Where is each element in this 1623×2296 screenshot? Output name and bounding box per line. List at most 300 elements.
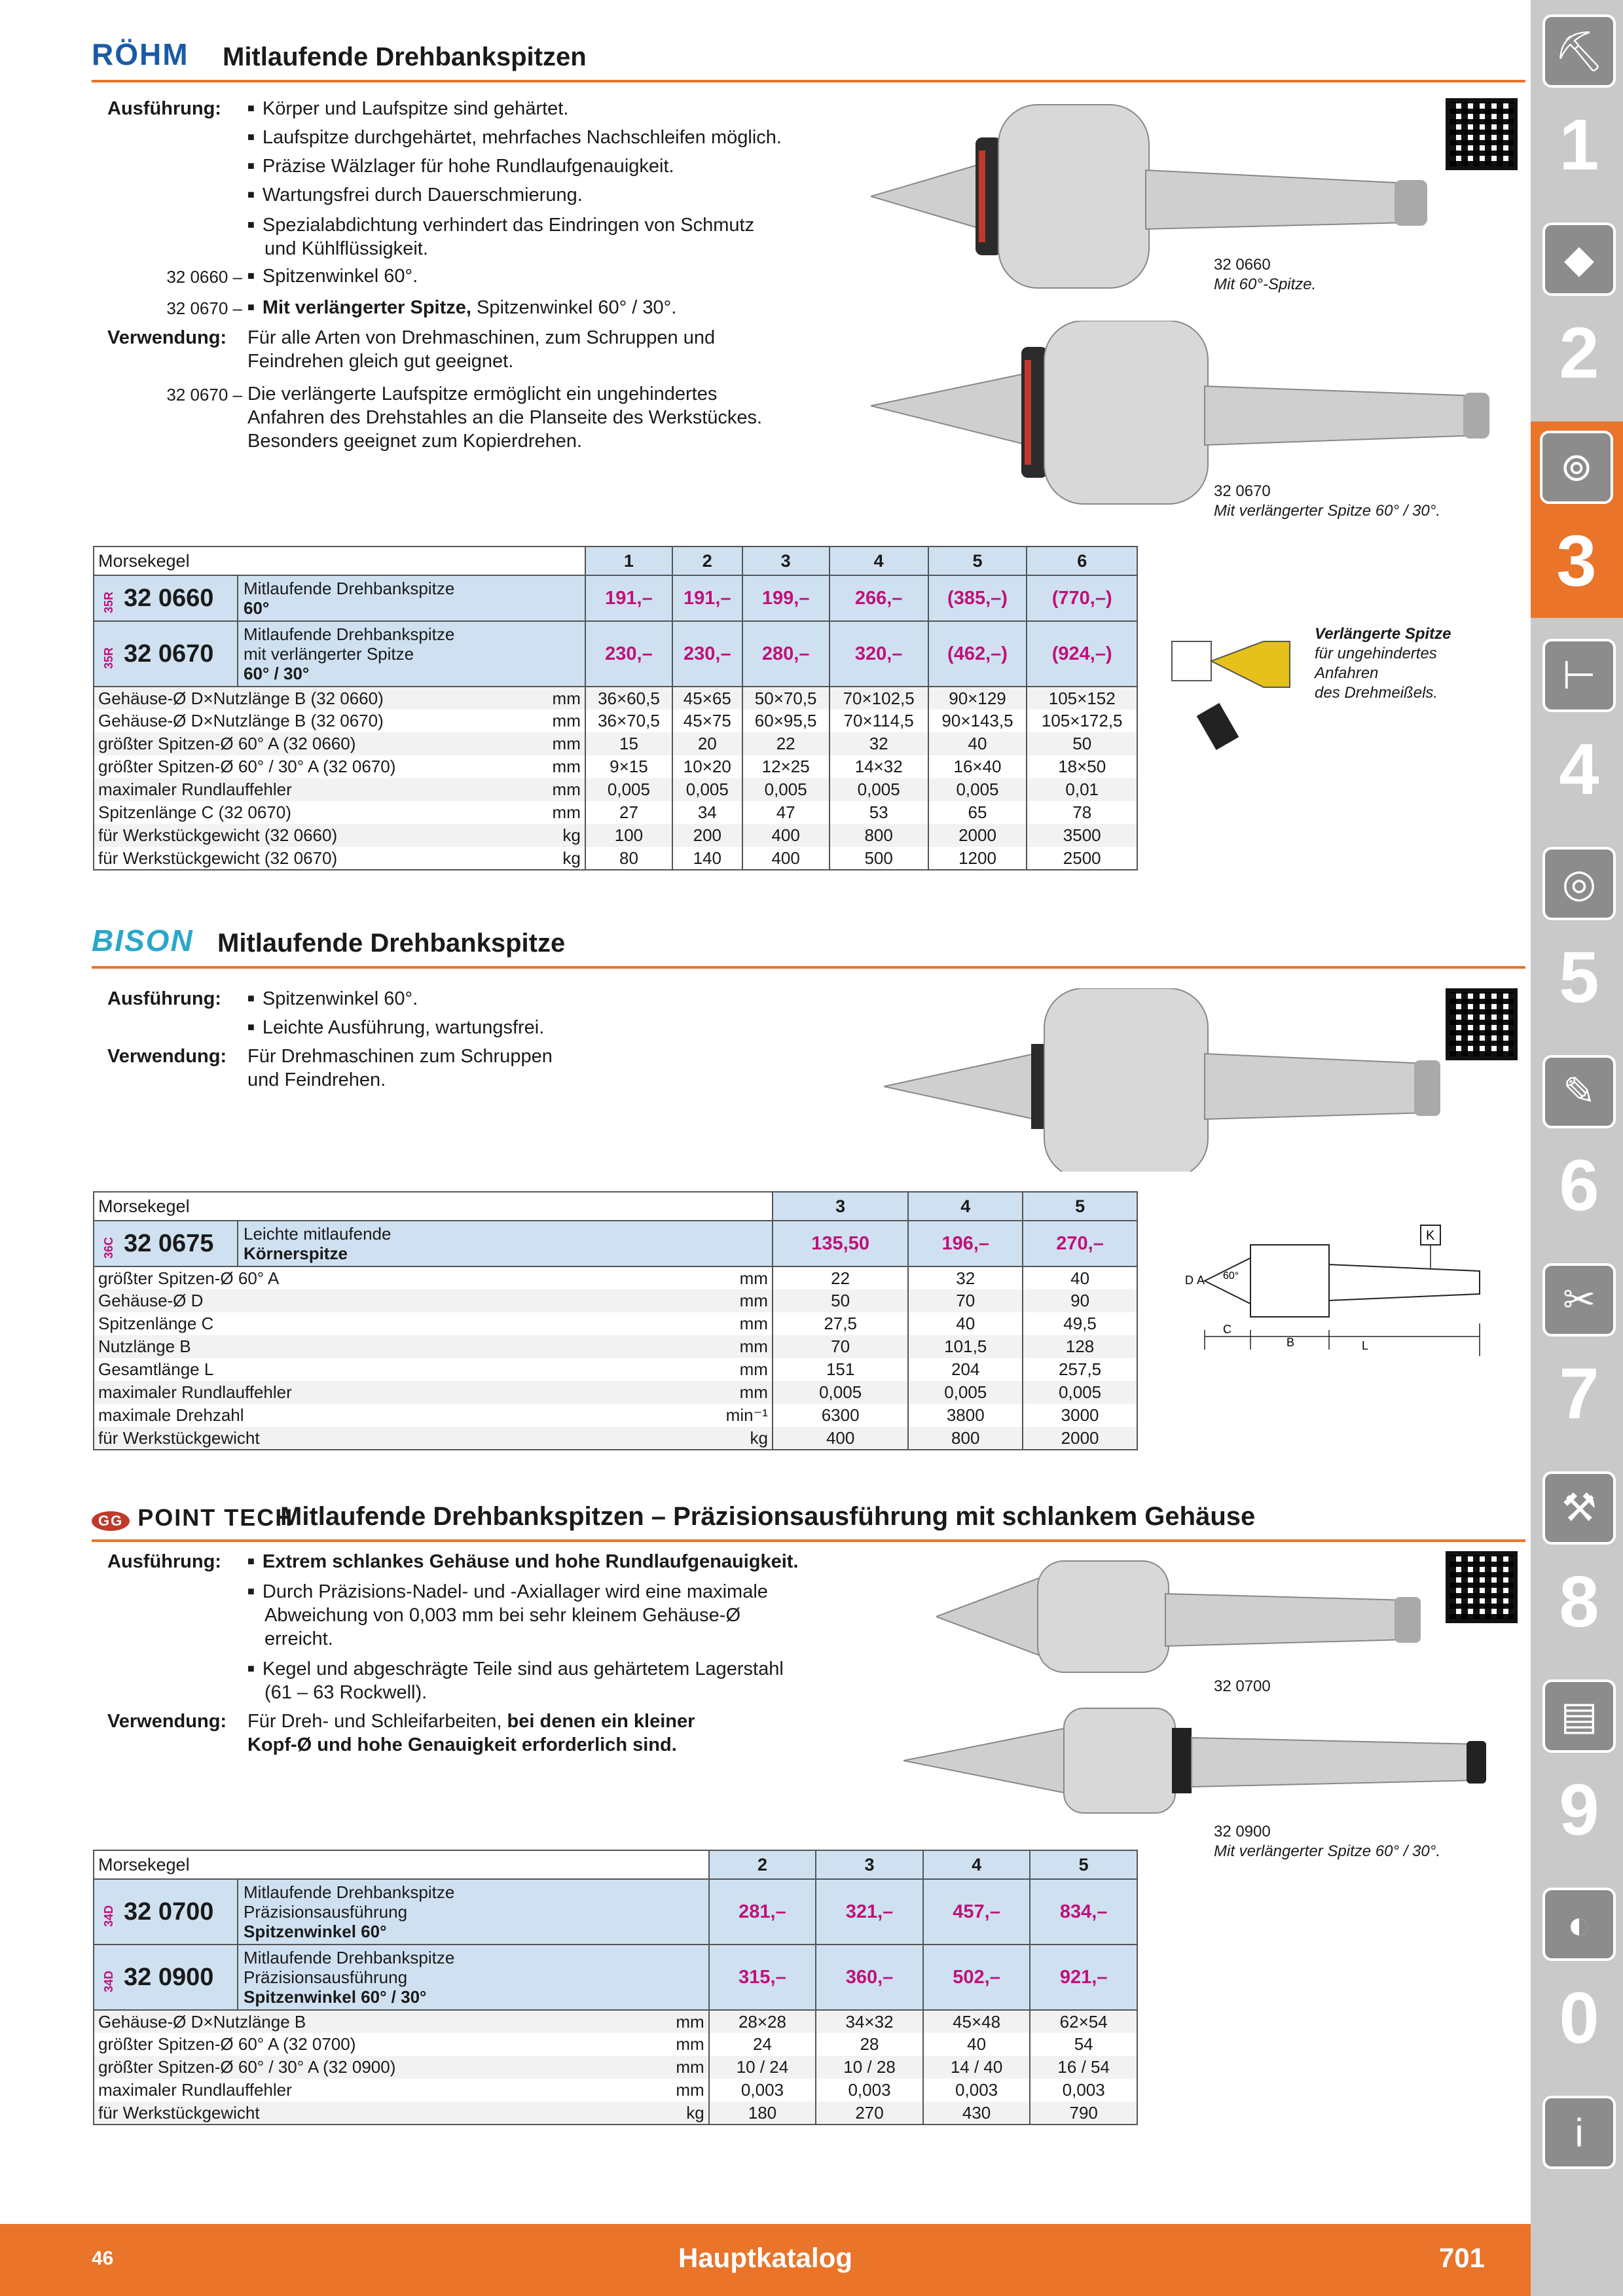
spec-value: 50 — [773, 1289, 908, 1312]
spec-value: 800 — [830, 824, 928, 847]
article-number: 32 0900 — [124, 1963, 214, 1991]
chapter-number: 1 — [1559, 105, 1599, 185]
cabinet-icon: ▤ — [1542, 1679, 1616, 1753]
description-line: mit verlängerter Spitze — [244, 644, 414, 664]
spec-row — [94, 755, 1137, 778]
stock-tag: 35R — [102, 591, 116, 613]
spec-row — [94, 1335, 1137, 1358]
spec-value: 0,005 — [908, 1381, 1023, 1404]
spec-value: 105×172,5 — [1027, 709, 1137, 732]
product-description — [238, 575, 585, 621]
drawing-label-k: K — [1426, 1229, 1435, 1243]
spec-value: 10×20 — [672, 755, 742, 778]
spec-row — [94, 801, 1137, 824]
spec-value: 2500 — [1027, 847, 1137, 870]
safety-icon: ◐ — [1542, 1888, 1616, 1961]
spec-value: 22 — [773, 1266, 908, 1289]
spec-unit: mm — [714, 1381, 773, 1404]
spec-name: Spitzenlänge C — [94, 1312, 714, 1335]
verwendung-text: Für Drehmaschinen zum Schruppen — [247, 1046, 553, 1067]
price-cell: 281,– — [709, 1879, 816, 1945]
qr-code[interactable] — [1446, 1551, 1518, 1623]
spec-value: 18×50 — [1027, 755, 1137, 778]
spec-value: 50×70,5 — [742, 687, 830, 709]
spec-value: 36×70,5 — [585, 709, 672, 732]
chapter-number: 8 — [1559, 1562, 1599, 1642]
spec-value: 36×60,5 — [585, 687, 672, 709]
caption-article: 32 0700 — [1214, 1677, 1271, 1695]
spec-value: 70 — [908, 1289, 1023, 1312]
spec-value: 6300 — [773, 1404, 908, 1427]
spec-value: 32 — [830, 732, 928, 755]
spec-value: 0,003 — [923, 2079, 1030, 2102]
product-row — [94, 1879, 1137, 1945]
product-description — [238, 1221, 773, 1266]
feature-bullet: ■ Körper und Laufspitze sind gehärtet. — [247, 97, 568, 122]
verwendung-text: und Feindrehen. — [247, 1069, 386, 1090]
spec-name: für Werkstückgewicht — [94, 1427, 714, 1450]
spec-value: 0,005 — [1023, 1381, 1137, 1404]
spec-value: 0,003 — [709, 2079, 816, 2102]
article-number-cell — [94, 1945, 238, 2010]
footer-catalog-title: Hauptkatalog — [678, 2242, 853, 2273]
chapter-number: 4 — [1559, 729, 1599, 810]
spec-unit: mm — [650, 2010, 709, 2033]
chapter-tab-5[interactable] — [1540, 838, 1618, 1034]
code-note: ■ Spitzenwinkel 60°. — [247, 264, 418, 290]
ausfuehrung-label: Ausführung: — [107, 988, 221, 1009]
saw-blade-icon: ◎ — [1542, 847, 1616, 920]
spec-unit: kg — [526, 824, 585, 847]
drawing-label-b: B — [1286, 1336, 1295, 1349]
price-cell: (924,–) — [1027, 621, 1137, 687]
spec-row — [94, 2010, 1137, 2033]
spec-value: 14 / 40 — [923, 2056, 1030, 2079]
chapter-tab-4[interactable] — [1540, 630, 1618, 826]
caption-text: Mit verlängerter Spitze 60° / 30°. — [1214, 502, 1441, 520]
spec-unit: mm — [526, 687, 585, 709]
pliers-icon: ✂ — [1542, 1263, 1616, 1336]
spec-value: 9×15 — [585, 755, 672, 778]
spec-unit: mm — [714, 1312, 773, 1335]
stock-tag: 36C — [102, 1236, 116, 1259]
image-caption — [1214, 1822, 1440, 1861]
spec-value: 0,003 — [816, 2079, 923, 2102]
spec-row — [94, 824, 1137, 847]
spec-unit: mm — [714, 1335, 773, 1358]
description-line: Spitzenwinkel 60° — [244, 1922, 387, 1941]
article-number: 32 0700 — [124, 1897, 214, 1926]
stock-tag: 34D — [102, 1970, 116, 1992]
chuck-icon: ⊚ — [1540, 431, 1613, 504]
chapter-tab-0[interactable] — [1540, 1878, 1618, 2075]
spec-value: 49,5 — [1023, 1312, 1137, 1335]
extended-tip-drawing — [1165, 628, 1309, 753]
side-caption-text: Anfahren — [1315, 664, 1379, 682]
chapter-number: 0 — [1559, 1978, 1599, 2058]
spec-value: 32 — [908, 1266, 1023, 1289]
article-number-cell — [94, 621, 238, 687]
spec-row — [94, 1358, 1137, 1381]
feature-bullet: ■ Spezialabdichtung verhindert das Eindringen von Schmutz — [247, 213, 754, 239]
spec-name: Nutzlänge B — [94, 1335, 714, 1358]
spec-value: 100 — [585, 824, 672, 847]
spec-value: 200 — [672, 824, 742, 847]
article-code: 32 0660 – — [166, 267, 242, 287]
live-center-image-320700 — [936, 1558, 1434, 1689]
spec-name: für Werkstückgewicht — [94, 2102, 650, 2125]
price-cell: 502,– — [923, 1945, 1030, 2010]
spec-row — [94, 1427, 1137, 1450]
spec-value: 24 — [709, 2033, 816, 2056]
product-row — [94, 621, 1137, 687]
spec-row — [94, 1266, 1137, 1289]
feature-bullet-cont: Abweichung von 0,003 mm bei sehr kleinem Gehäuse-Ø — [264, 1605, 740, 1626]
spec-value: 800 — [908, 1427, 1023, 1450]
spec-name: größter Spitzen-Ø 60° A (32 0700) — [94, 2033, 650, 2056]
spec-value: 3000 — [1023, 1404, 1137, 1427]
spec-unit: min⁻¹ — [714, 1404, 773, 1427]
spec-value: 40 — [1023, 1266, 1137, 1289]
page-footer — [0, 2224, 1531, 2296]
drawing-label-d: D — [1185, 1274, 1194, 1287]
chapter-tab-2[interactable] — [1540, 213, 1618, 410]
spec-row — [94, 732, 1137, 755]
chapter-tab-7[interactable] — [1540, 1254, 1618, 1450]
verwendung-text-pre: Für Dreh- und Schleifarbeiten, — [247, 1711, 507, 1732]
spec-unit: mm — [714, 1289, 773, 1312]
spec-unit: mm — [526, 732, 585, 755]
spec-value: 3800 — [908, 1404, 1023, 1427]
morse-size: 3 — [816, 1850, 923, 1879]
price-cell: 834,– — [1030, 1879, 1137, 1945]
spec-name: Gesamtlänge L — [94, 1358, 714, 1381]
spec-value: 28×28 — [709, 2010, 816, 2033]
qr-code[interactable] — [1446, 988, 1518, 1060]
price-cell: 199,– — [742, 575, 830, 621]
spec-value: 0,005 — [742, 778, 830, 801]
spec-value: 70×102,5 — [830, 687, 928, 709]
verwendung-text — [247, 1710, 695, 1733]
chapter-tab-6[interactable] — [1540, 1046, 1618, 1242]
spec-value: 790 — [1030, 2102, 1137, 2125]
header-label: Morsekegel — [94, 1192, 773, 1221]
spec-value: 101,5 — [908, 1335, 1023, 1358]
spec-value: 22 — [742, 732, 830, 755]
spec-row — [94, 2056, 1137, 2079]
chapter-tab-3[interactable] — [1531, 422, 1623, 618]
section-header-rohm — [92, 26, 1525, 82]
side-caption-text: für ungehindertes — [1315, 645, 1437, 662]
spec-value: 90 — [1023, 1289, 1137, 1312]
price-cell: 196,– — [908, 1221, 1023, 1266]
drill-icon: ⛏ — [1542, 14, 1616, 88]
morse-size: 3 — [742, 547, 830, 575]
spec-value: 40 — [928, 732, 1027, 755]
spec-row — [94, 2102, 1137, 2125]
morse-size: 4 — [908, 1192, 1023, 1221]
article-number: 32 0670 — [124, 639, 214, 668]
spec-value: 400 — [742, 847, 830, 870]
spec-value: 47 — [742, 801, 830, 824]
description-line: Körnerspitze — [244, 1244, 348, 1263]
description-line: Leichte mitlaufende — [244, 1224, 392, 1244]
spec-name: maximaler Rundlauffehler — [94, 1381, 714, 1404]
pointtech-logo — [92, 1504, 293, 1532]
spec-value: 54 — [1030, 2033, 1137, 2056]
product-row — [94, 1221, 1137, 1266]
spec-value: 0,01 — [1027, 778, 1137, 801]
spec-value: 40 — [923, 2033, 1030, 2056]
spec-name: maximaler Rundlauffehler — [94, 778, 526, 801]
footer-page-number: 701 — [1438, 2242, 1485, 2273]
verwendung-label: Verwendung: — [107, 1711, 227, 1732]
description-line: Mitlaufende Drehbankspitze — [244, 1882, 455, 1902]
spec-value: 34 — [672, 801, 742, 824]
pointtech-badge: GG — [92, 1511, 130, 1531]
ausfuehrung-label: Ausführung: — [107, 98, 221, 119]
section-title: Mitlaufende Drehbankspitzen — [223, 43, 587, 71]
price-cell: 321,– — [816, 1879, 923, 1945]
spec-row — [94, 2033, 1137, 2056]
description-line: Spitzenwinkel 60° / 30° — [244, 1987, 427, 2007]
spec-unit: mm — [714, 1266, 773, 1289]
side-caption-title: Verlängerte Spitze — [1315, 625, 1451, 643]
verwendung-text: Feindrehen gleich gut geeignet. — [247, 351, 514, 372]
feature-bullet-cont: (61 – 63 Rockwell). — [264, 1682, 428, 1703]
spec-name: Spitzenlänge C (32 0670) — [94, 801, 526, 824]
chapter-tab-bar — [1531, 0, 1623, 2296]
code-note: Die verlängerte Laufspitze ermöglicht ein ungehindertes — [247, 384, 718, 404]
table-header-row — [94, 1850, 1137, 1879]
feature-bullet: ■ Durch Präzisions-Nadel- und -Axiallager wird eine maximale — [247, 1580, 768, 1605]
technical-drawing — [1172, 1219, 1499, 1363]
feature-bullet: ■ Spitzenwinkel 60°. — [247, 987, 418, 1013]
stock-tag: 34D — [102, 1905, 116, 1927]
spec-value: 2000 — [1023, 1427, 1137, 1450]
spec-value: 60×95,5 — [742, 709, 830, 732]
spec-row — [94, 1289, 1137, 1312]
insert-icon: ◆ — [1542, 223, 1616, 296]
spec-name: Gehäuse-Ø D×Nutzlänge B — [94, 2010, 650, 2033]
spec-value: 14×32 — [830, 755, 928, 778]
spec-value: 180 — [709, 2102, 816, 2125]
price-cell: 320,– — [830, 621, 928, 687]
caption-article: 32 0900 — [1214, 1823, 1271, 1840]
spec-name: maximale Drehzahl — [94, 1404, 714, 1427]
spec-value: 1200 — [928, 847, 1027, 870]
spec-name: Gehäuse-Ø D×Nutzlänge B (32 0670) — [94, 709, 526, 732]
spec-value: 16 / 54 — [1030, 2056, 1137, 2079]
price-cell: 280,– — [742, 621, 830, 687]
image-caption — [1214, 1677, 1271, 1696]
spec-value: 62×54 — [1030, 2010, 1137, 2033]
morse-size: 2 — [709, 1850, 816, 1879]
drawing-label-l: L — [1362, 1339, 1369, 1352]
code-note — [247, 296, 676, 321]
caliper-icon: ⊢ — [1542, 639, 1616, 712]
spec-value: 400 — [773, 1427, 908, 1450]
spec-value: 78 — [1027, 801, 1137, 824]
spec-value: 151 — [773, 1358, 908, 1381]
spec-value: 0,005 — [928, 778, 1027, 801]
tools-icon: ⚒ — [1542, 1471, 1616, 1545]
pointtech-logo-text: POINT TECH — [137, 1504, 294, 1531]
spec-unit: mm — [650, 2079, 709, 2102]
morse-size: 5 — [928, 547, 1027, 575]
image-caption — [1214, 255, 1316, 295]
spec-row — [94, 1404, 1137, 1427]
spec-value: 10 / 24 — [709, 2056, 816, 2079]
spec-value: 10 / 28 — [816, 2056, 923, 2079]
spec-value: 400 — [742, 824, 830, 847]
spec-value: 0,005 — [773, 1381, 908, 1404]
description-line: 60° — [244, 598, 270, 618]
price-cell: 191,– — [672, 575, 742, 621]
chapter-number: 6 — [1559, 1145, 1599, 1226]
verwendung-text-bold: bei denen ein kleiner — [507, 1711, 695, 1732]
spec-value: 80 — [585, 847, 672, 870]
price-cell: 230,– — [585, 621, 672, 687]
spec-value: 34×32 — [816, 2010, 923, 2033]
chapter-tab-i[interactable] — [1540, 2087, 1618, 2198]
morse-size: 4 — [923, 1850, 1030, 1879]
product-table-bison — [93, 1191, 1138, 1450]
live-center-image-320900 — [903, 1702, 1493, 1820]
morse-size: 6 — [1027, 547, 1137, 575]
code-note: Besonders geeignet zum Kopierdrehen. — [247, 431, 583, 452]
spec-unit: mm — [650, 2056, 709, 2079]
spec-name: für Werkstückgewicht (32 0670) — [94, 847, 526, 870]
chapter-number: 9 — [1559, 1770, 1599, 1850]
price-cell: 230,– — [672, 621, 742, 687]
feature-bullet: ■ Wartungsfrei durch Dauerschmierung. — [247, 183, 583, 209]
chapter-number: 2 — [1559, 313, 1599, 393]
spec-row — [94, 847, 1137, 870]
code-note-text: Spitzenwinkel 60° / 30°. — [471, 297, 677, 318]
morse-size: 4 — [830, 547, 928, 575]
stock-tag: 35R — [102, 647, 116, 669]
spec-unit: kg — [650, 2102, 709, 2125]
morse-size: 5 — [1023, 1192, 1137, 1221]
feature-bullet-cont: erreicht. — [264, 1628, 333, 1649]
feature-bullet: ■ Laufspitze durchgehärtet, mehrfaches Nachschleifen möglich. — [247, 126, 782, 151]
morse-size: 3 — [773, 1192, 908, 1221]
description-line: Präzisionsausführung — [244, 1902, 408, 1922]
product-table-rohm — [93, 546, 1138, 870]
header-label: Morsekegel — [94, 1850, 709, 1879]
spec-value: 105×152 — [1027, 687, 1137, 709]
chapter-tab-1[interactable] — [1540, 5, 1618, 202]
spec-row — [94, 1381, 1137, 1404]
section-title: Mitlaufende Drehbankspitze — [217, 929, 566, 958]
chapter-number: 3 — [1556, 521, 1597, 601]
spec-value: 140 — [672, 847, 742, 870]
spec-row — [94, 778, 1137, 801]
article-number: 32 0675 — [124, 1229, 214, 1257]
spec-unit: kg — [714, 1427, 773, 1450]
price-cell: (385,–) — [928, 575, 1027, 621]
drawing-label-a: A — [1197, 1274, 1205, 1287]
spec-value: 204 — [908, 1358, 1023, 1381]
spec-value: 53 — [830, 801, 928, 824]
rohm-logo: RÖHM — [92, 37, 189, 71]
feature-bullet: ■ Präzise Wälzlager für hohe Rundlaufgenauigkeit. — [247, 154, 674, 180]
verwendung-label: Verwendung: — [107, 327, 227, 348]
spec-value: 2000 — [928, 824, 1027, 847]
spec-name: Gehäuse-Ø D×Nutzlänge B (32 0660) — [94, 687, 526, 709]
product-description — [238, 1945, 709, 2010]
spec-unit: mm — [714, 1358, 773, 1381]
feature-bullet: ■ Kegel und abgeschrägte Teile sind aus gehärtetem Lagerstahl — [247, 1657, 784, 1683]
feature-bullet-cont: und Kühlflüssigkeit. — [264, 238, 428, 259]
caption-text: Mit verlängerter Spitze 60° / 30°. — [1214, 1842, 1441, 1860]
spec-value: 27 — [585, 801, 672, 824]
article-code: 32 0670 – — [166, 298, 242, 318]
price-cell: 315,– — [709, 1945, 816, 2010]
article-number-cell — [94, 1879, 238, 1945]
chapter-tab-8[interactable] — [1540, 1462, 1618, 1659]
spec-value: 90×129 — [928, 687, 1027, 709]
article-number: 32 0660 — [124, 584, 214, 612]
spec-unit: mm — [526, 709, 585, 732]
price-cell: (770,–) — [1027, 575, 1137, 621]
spec-unit: mm — [526, 801, 585, 824]
spec-name: größter Spitzen-Ø 60° / 30° A (32 0670) — [94, 755, 526, 778]
spec-value: 0,005 — [585, 778, 672, 801]
spec-value: 45×48 — [923, 2010, 1030, 2033]
spec-unit: mm — [526, 755, 585, 778]
spec-name: Gehäuse-Ø D — [94, 1289, 714, 1312]
description-line: Mitlaufende Drehbankspitze — [244, 1948, 455, 1967]
chapter-tab-9[interactable] — [1540, 1670, 1618, 1867]
section-header-bison — [92, 912, 1525, 969]
code-note: Anfahren des Drehstahles an die Planseite des Werkstückes. — [247, 407, 763, 428]
section-header-pointtech — [92, 1486, 1525, 1542]
spec-row — [94, 2079, 1137, 2102]
side-caption — [1315, 624, 1451, 703]
spec-name: größter Spitzen-Ø 60° A — [94, 1266, 714, 1289]
footer-page-left: 46 — [92, 2248, 114, 2269]
morse-size: 1 — [585, 547, 672, 575]
info-icon: i — [1542, 2096, 1616, 2169]
table-header-row — [94, 547, 1137, 575]
price-cell: 191,– — [585, 575, 672, 621]
spec-value: 16×40 — [928, 755, 1027, 778]
live-center-image-320675 — [884, 988, 1440, 1172]
spec-value: 45×75 — [672, 709, 742, 732]
spec-value: 257,5 — [1023, 1358, 1137, 1381]
description-line: Mitlaufende Drehbankspitze — [244, 624, 455, 644]
spec-value: 70×114,5 — [830, 709, 928, 732]
product-row — [94, 1945, 1137, 2010]
price-cell: 270,– — [1023, 1221, 1137, 1266]
spec-name: größter Spitzen-Ø 60° / 30° A (32 0900) — [94, 2056, 650, 2079]
spec-name: größter Spitzen-Ø 60° A (32 0660) — [94, 732, 526, 755]
morse-size: 2 — [672, 547, 742, 575]
spec-value: 128 — [1023, 1335, 1137, 1358]
description-line: 60° / 30° — [244, 664, 310, 683]
caption-article: 32 0670 — [1214, 482, 1271, 500]
side-caption-text: des Drehmeißels. — [1315, 684, 1438, 702]
spec-row — [94, 1312, 1137, 1335]
spec-value: 0,005 — [830, 778, 928, 801]
price-cell: 135,50 — [773, 1221, 908, 1266]
ausfuehrung-label: Ausführung: — [107, 1551, 221, 1572]
spec-value: 65 — [928, 801, 1027, 824]
chapter-number: 5 — [1559, 937, 1599, 1018]
section-title: Mitlaufende Drehbankspitzen – Präzisionsausführung mit schlankem Gehäuse — [280, 1502, 1256, 1531]
